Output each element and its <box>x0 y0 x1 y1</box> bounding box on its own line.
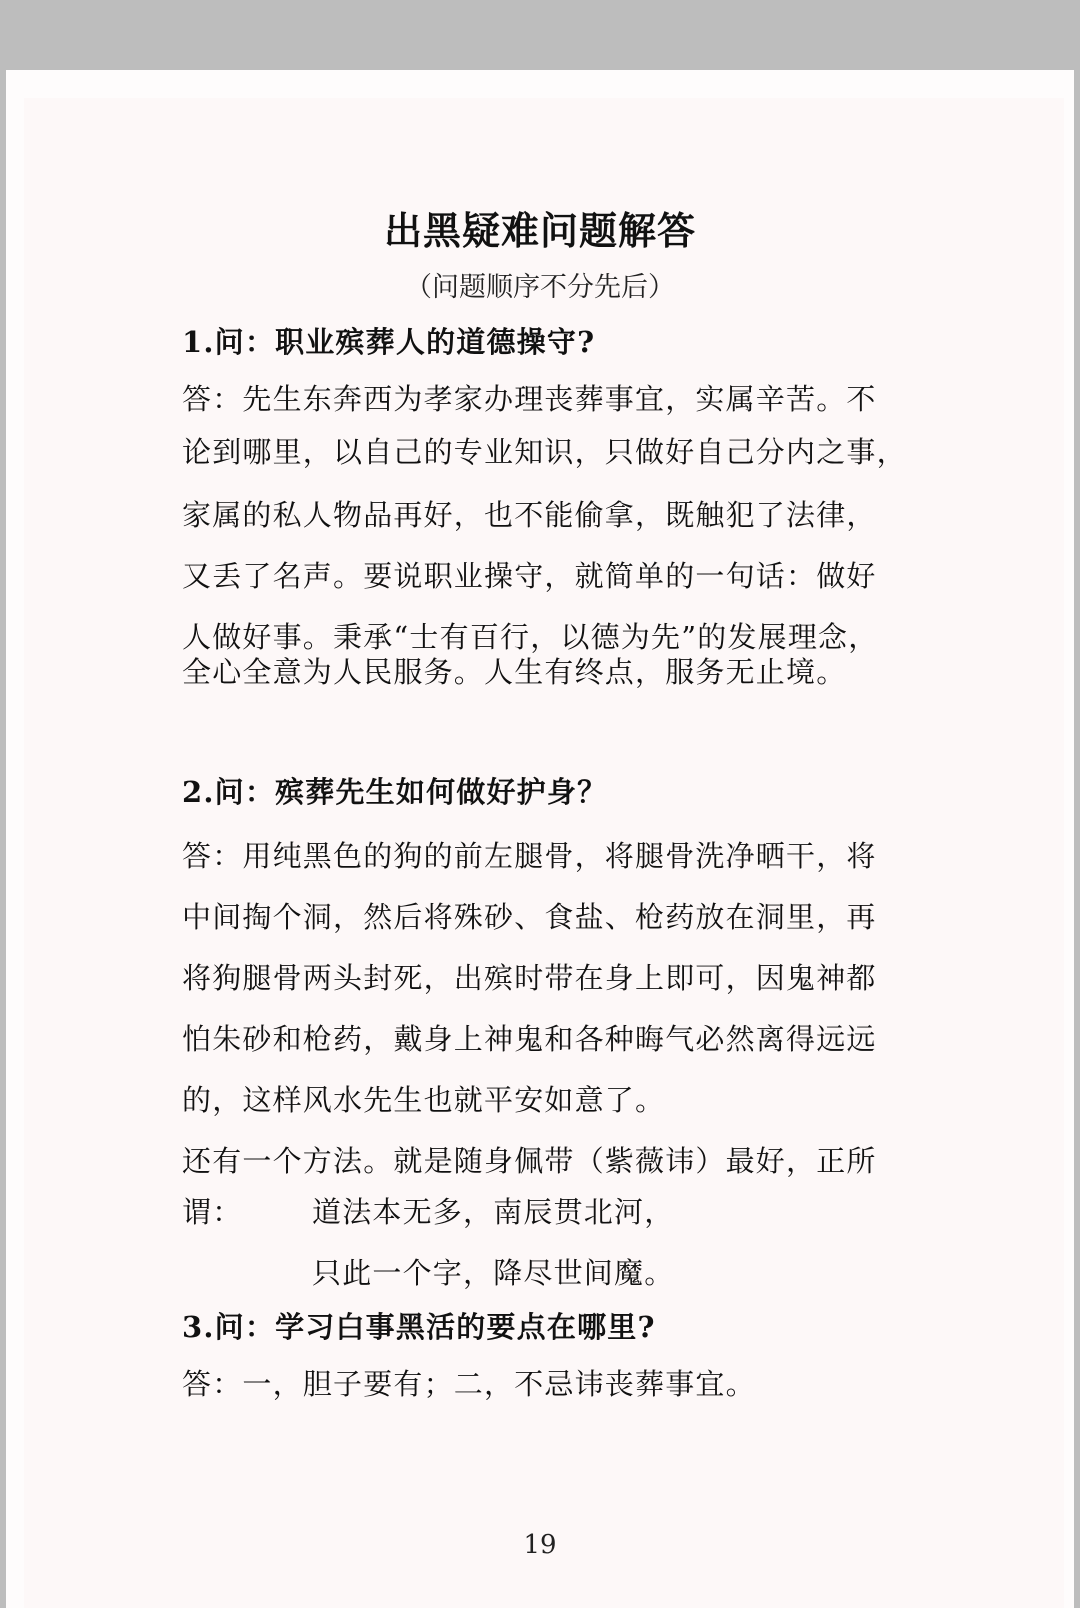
verse-line-2: 只此一个字，降尽世间魔。 <box>312 1256 675 1290</box>
answer-3-line-1: 答：一，胆子要有；二，不忌讳丧葬事宜。 <box>182 1367 756 1401</box>
question-1: 1.问：职业殡葬人的道德操守? <box>182 325 596 359</box>
document-page <box>6 70 1074 1608</box>
question-3: 3.问：学习白事黑活的要点在哪里? <box>182 1310 656 1344</box>
verse-line-1: 道法本无多，南辰贯北河， <box>312 1195 675 1229</box>
answer-1-line-2: 论到哪里，以自己的专业知识，只做好自己分内之事， <box>182 435 907 469</box>
verse-label: 谓： <box>182 1195 243 1229</box>
answer-1-line-3: 家属的私人物品再好，也不能偷拿，既触犯了法律， <box>182 498 877 532</box>
page-number: 19 <box>523 1530 557 1560</box>
answer-1-line-6: 全心全意为人民服务。人生有终点，服务无止境。 <box>182 655 847 689</box>
answer-2-line-2: 中间掏个洞，然后将殊砂、食盐、枪药放在洞里，再 <box>182 900 877 934</box>
answer-1-line-4: 又丢了名声。要说职业操守，就简单的一句话：做好 <box>182 559 877 593</box>
answer-2-line-4: 怕朱砂和枪药，戴身上神鬼和各种晦气必然离得远远 <box>182 1022 877 1056</box>
page-title: 出黑疑难问题解答 <box>383 208 696 253</box>
answer-2-line-1: 答：用纯黑色的狗的前左腿骨，将腿骨洗净晒干，将 <box>182 839 877 873</box>
page-subtitle: （问题顺序不分先后） <box>405 272 675 303</box>
answer-1-line-1: 答：先生东奔西为孝家办理丧葬事宜，实属辛苦。不 <box>182 382 877 416</box>
answer-2-line-5: 的，这样风水先生也就平安如意了。 <box>182 1083 666 1117</box>
answer-2-line-6: 还有一个方法。就是随身佩带（紫薇讳）最好，正所 <box>182 1144 877 1178</box>
answer-1-line-5: 人做好事。秉承“士有百行，以德为先”的发展理念， <box>182 620 879 654</box>
question-2: 2.问：殡葬先生如何做好护身？ <box>182 775 608 809</box>
answer-2-line-3: 将狗腿骨两头封死，出殡时带在身上即可，因鬼神都 <box>182 961 877 995</box>
